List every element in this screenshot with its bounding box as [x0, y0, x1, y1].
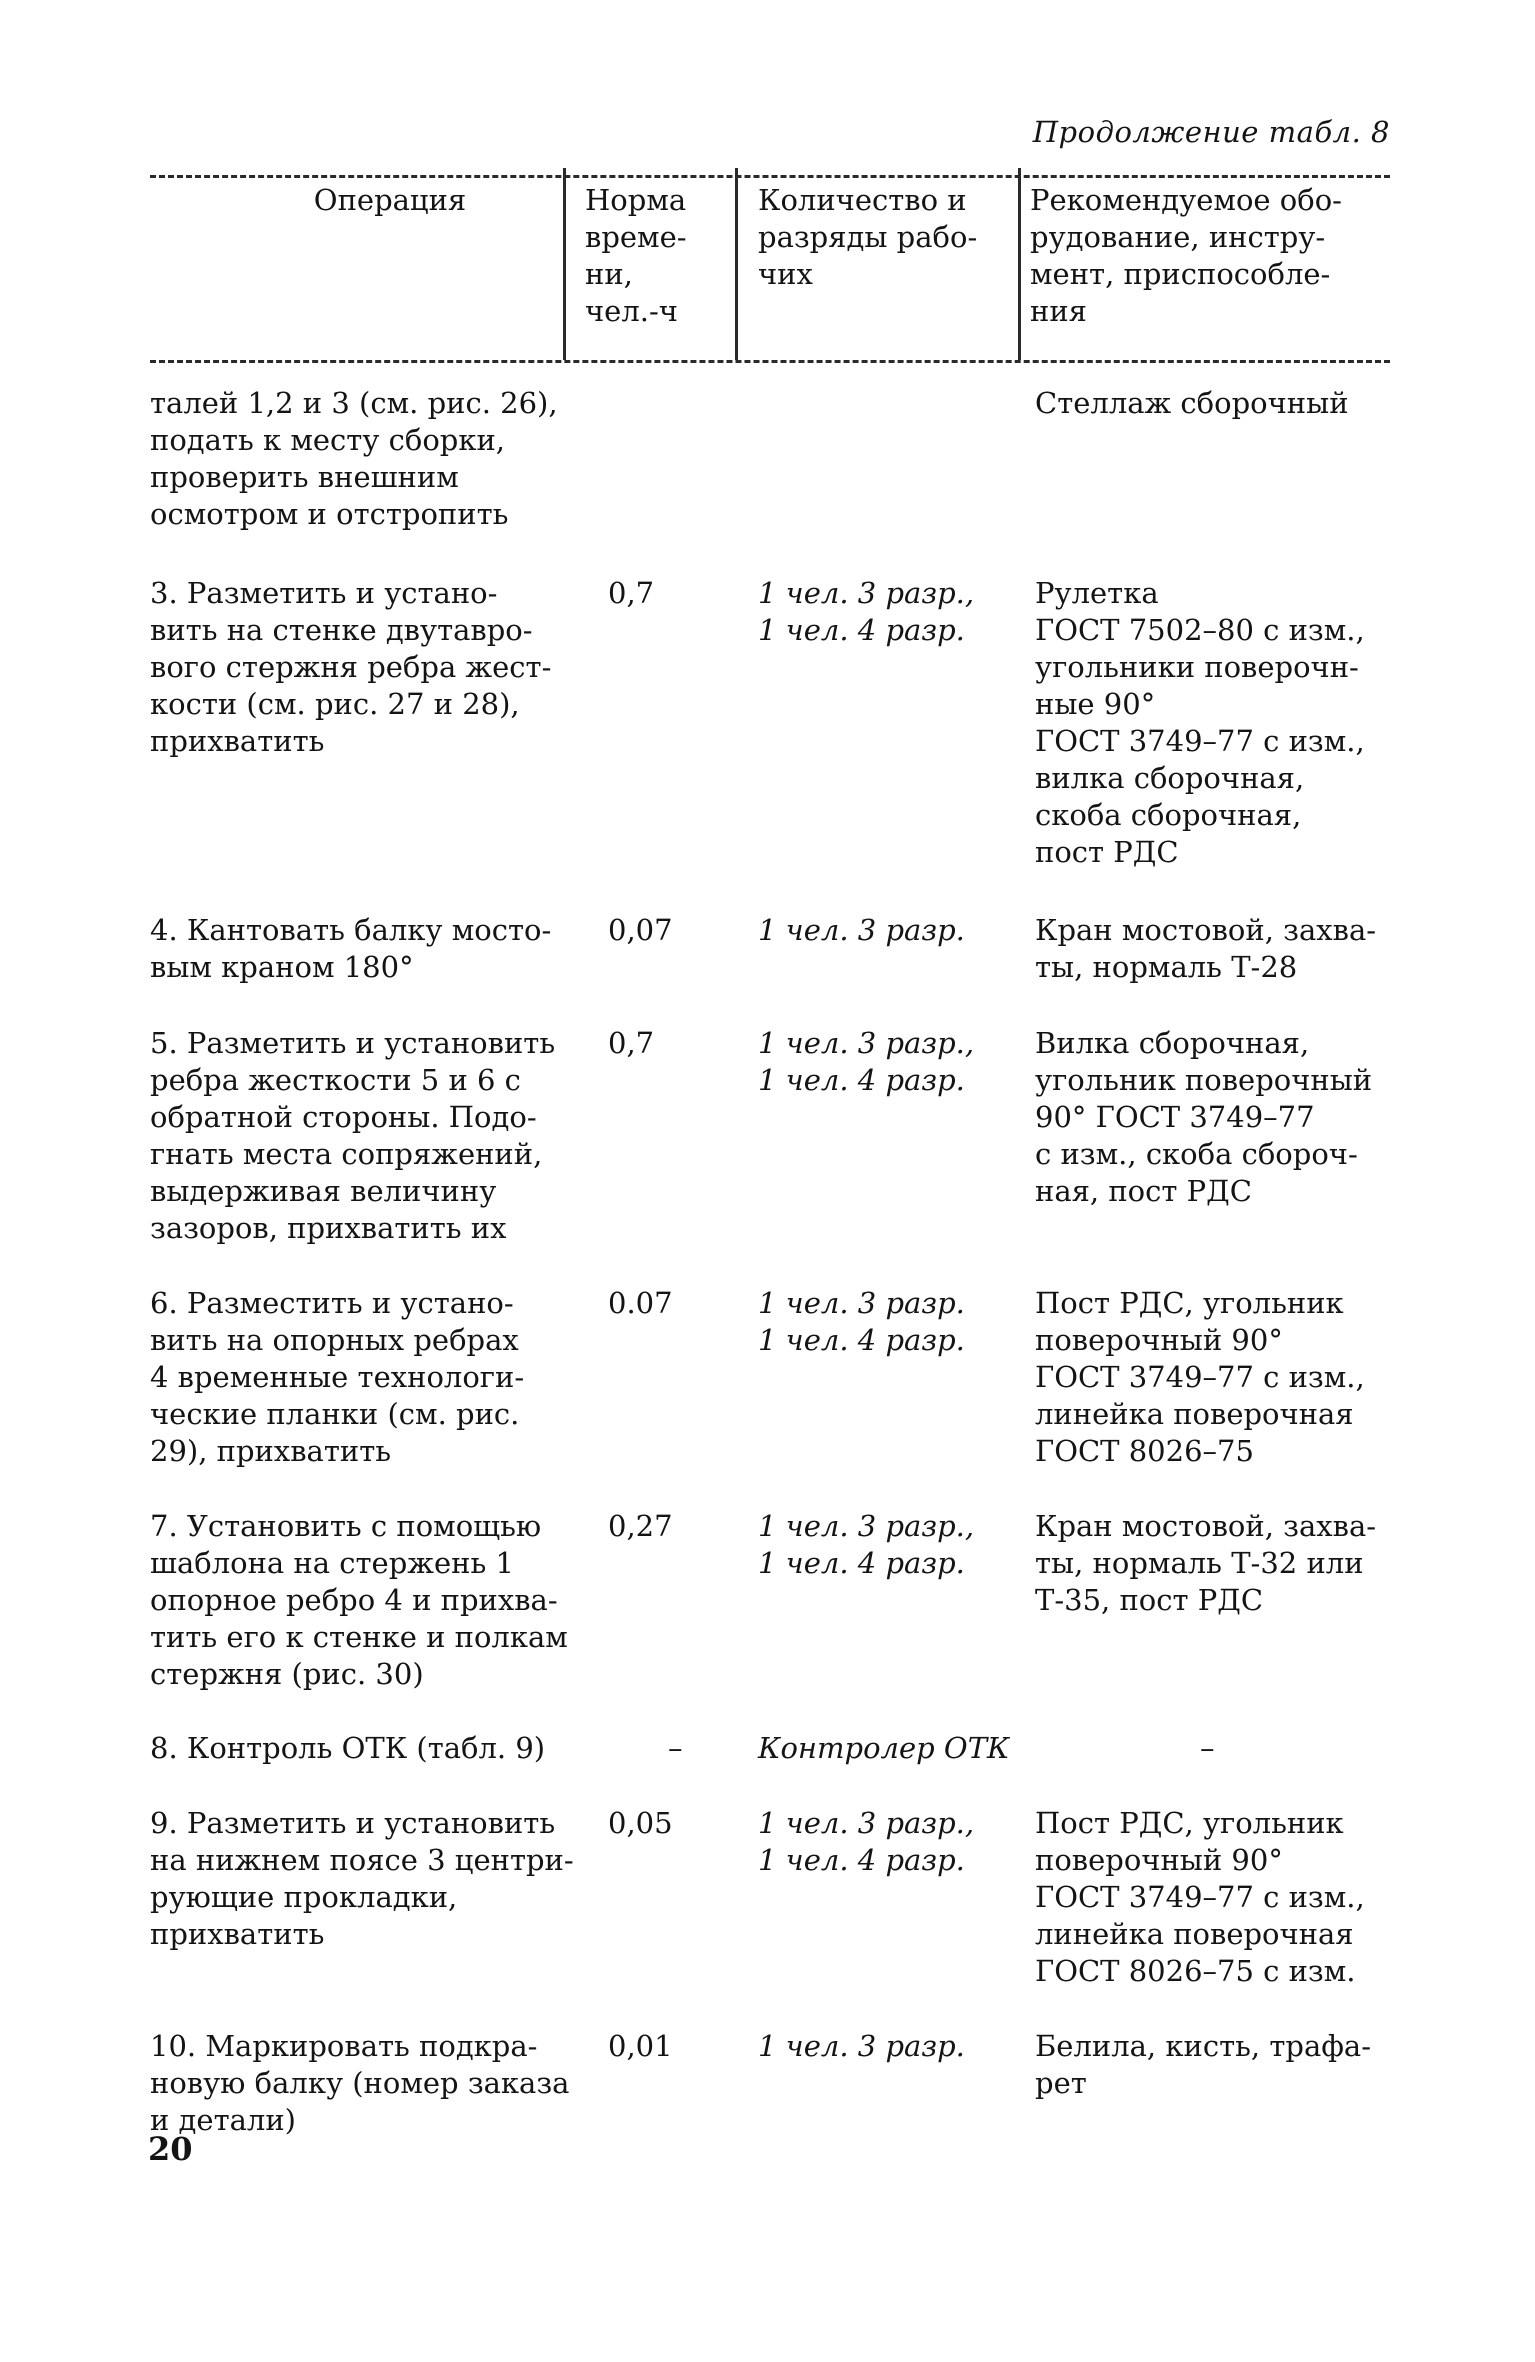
equipment-cell: –: [1200, 1731, 1215, 1765]
operation-cell: 7. Установить с помощью шаблона на стержень 1 опорное ребро 4 и прихва- тить его к стенке и полкам стержня (рис. 30): [150, 1509, 568, 1691]
table-caption: Продолжение табл. 8: [1032, 115, 1390, 149]
equipment-cell: Стеллаж сборочный: [1035, 386, 1349, 420]
header-column-divider: [563, 168, 566, 360]
norm-cell: –: [668, 1731, 683, 1765]
operation-cell: 5. Разметить и установить ребра жесткости 5 и 6 с обратной стороны. Подо- гнать места сопряжений, выдерживая величину зазоров, прихватить их: [150, 1026, 556, 1245]
equipment-cell: Белила, кисть, трафа- рет: [1035, 2029, 1372, 2100]
page-number: 20: [148, 2130, 193, 2168]
operation-cell: 4. Кантовать балку мосто- вым краном 180°: [150, 913, 552, 984]
equipment-cell: Кран мостовой, захва- ты, нормаль Т-28: [1035, 913, 1377, 984]
count-cell: 1 чел. 3 разр.: [758, 2029, 965, 2063]
norm-cell: 0,05: [608, 1806, 673, 1840]
operation-cell: 3. Разметить и устано- вить на стенке двутавро- вого стержня ребра жест- кости (см. рис. 27 и 28), прихватить: [150, 576, 552, 758]
equipment-cell: Вилка сборочная, угольник поверочный 90° ГОСТ 3749–77 с изм., скоба сбороч- ная, пост РДС: [1035, 1026, 1373, 1208]
count-cell: 1 чел. 3 разр.: [758, 913, 965, 947]
equipment-cell: Кран мостовой, захва- ты, нормаль Т-32 или Т-35, пост РДС: [1035, 1509, 1377, 1617]
header-column-divider: [735, 168, 738, 360]
operation-cell: 6. Разместить и устано- вить на опорных ребрах 4 временные технологи- ческие планки (см. рис. 29), прихватить: [150, 1286, 525, 1468]
count-cell: Контролер ОТК: [758, 1731, 1010, 1765]
norm-cell: 0,7: [608, 576, 655, 610]
equipment-cell: Пост РДС, угольник поверочный 90° ГОСТ 3749–77 с изм., линейка поверочная ГОСТ 8026–75 с изм.: [1035, 1806, 1365, 1988]
equipment-cell: Рулетка ГОСТ 7502–80 с изм., угольники поверочн- ные 90° ГОСТ 3749–77 с изм., вилка сборочная, скоба сборочная, пост РДС: [1035, 576, 1365, 869]
count-cell: 1 чел. 3 разр., 1 чел. 4 разр.: [758, 576, 975, 647]
count-cell: 1 чел. 3 разр., 1 чел. 4 разр.: [758, 1026, 975, 1097]
header-top-rule: [150, 175, 1390, 178]
operation-cell: 10. Маркировать подкра- новую балку (номер заказа и детали): [150, 2029, 570, 2137]
count-cell: 1 чел. 3 разр., 1 чел. 4 разр.: [758, 1509, 975, 1580]
equipment-cell: Пост РДС, угольник поверочный 90° ГОСТ 3749–77 с изм., линейка поверочная ГОСТ 8026–75: [1035, 1286, 1365, 1468]
operation-cell: 8. Контроль ОТК (табл. 9): [150, 1731, 546, 1765]
norm-cell: 0,7: [608, 1026, 655, 1060]
norm-cell: 0,01: [608, 2029, 673, 2063]
norm-cell: 0,07: [608, 913, 673, 947]
header-norm: Норма време- ни, чел.-ч: [585, 183, 687, 328]
count-cell: 1 чел. 3 разр. 1 чел. 4 разр.: [758, 1286, 965, 1357]
header-equipment: Рекомендуемое обо- рудование, инстру- мент, приспособле- ния: [1030, 183, 1342, 328]
count-cell: 1 чел. 3 разр., 1 чел. 4 разр.: [758, 1806, 975, 1877]
header-operation: Операция: [313, 183, 467, 217]
norm-cell: 0.07: [608, 1286, 673, 1320]
operation-cell: талей 1,2 и 3 (см. рис. 26), подать к месту сборки, проверить внешним осмотром и отстропить: [150, 386, 558, 531]
norm-cell: 0,27: [608, 1509, 673, 1543]
operation-cell: 9. Разметить и установить на нижнем поясе 3 центри- рующие прокладки, прихватить: [150, 1806, 574, 1951]
header-count: Количество и разряды рабо- чих: [758, 183, 978, 291]
header-bottom-rule: [150, 360, 1390, 363]
header-column-divider: [1018, 168, 1021, 360]
